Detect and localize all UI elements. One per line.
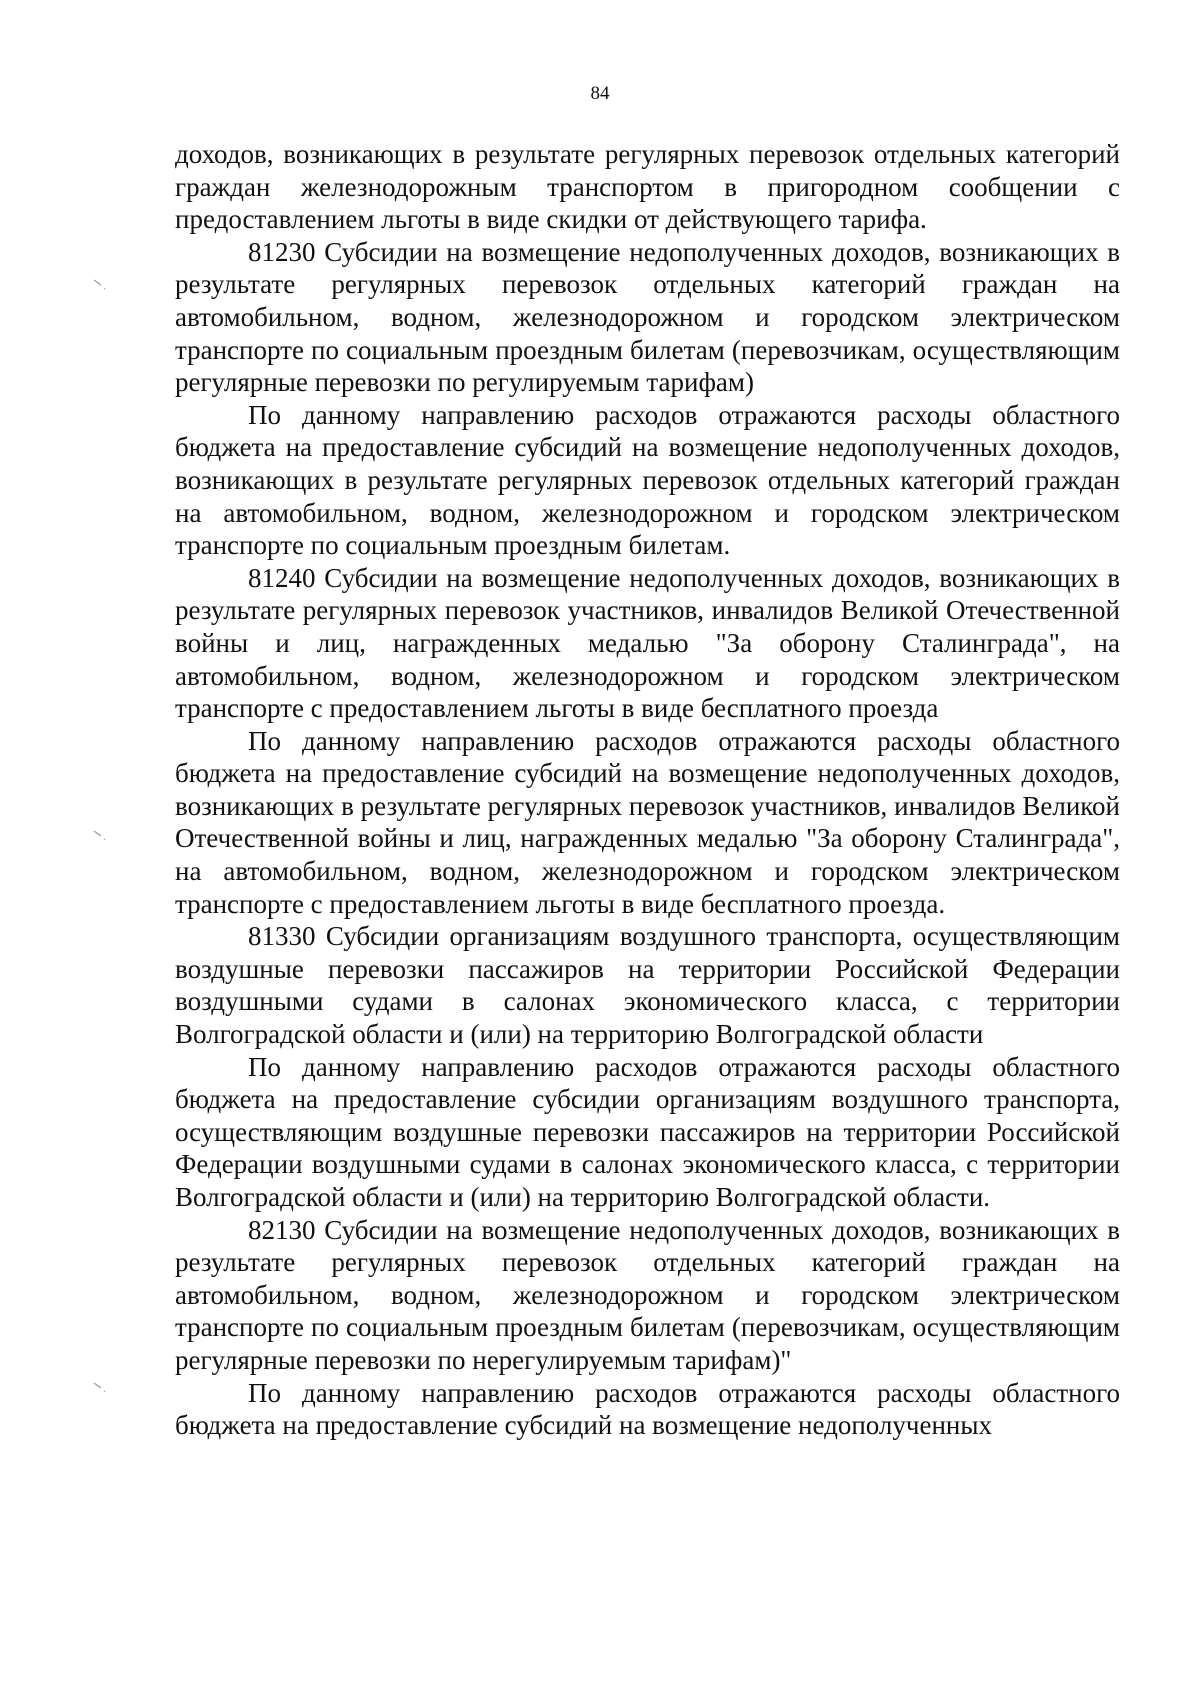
paragraph-text: По данному направлению расходов отражаются расходы областного бюджета на предоставление субсидий на возмещение недополученных bbox=[175, 1377, 1120, 1441]
page-number: 84 bbox=[590, 83, 610, 104]
section-heading-text: Субсидии организациям воздушного транспорта, осуществляющим воздушные перевозки пассажиров на территории Российской Федерации воздушными судами в салонах экономического класса, с территории Волгоградской области и (или) на территорию Волгоградской области bbox=[175, 921, 1121, 1050]
document-body bbox=[175, 138, 1120, 1442]
paragraph-text: По данному направлению расходов отражаются расходы областного бюджета на предоставление субсидий на возмещение недополученных доходов, возникающих в результате регулярных перевозок отдельных категорий граждан на автомобильном, водном, железнодорожном и городском электрическом транспорте по социальным проездным билетам. bbox=[175, 399, 1120, 561]
section-heading bbox=[175, 920, 1120, 1050]
paragraph bbox=[175, 1051, 1120, 1214]
paragraph bbox=[175, 725, 1120, 921]
scan-mark-icon bbox=[92, 277, 108, 291]
scan-mark-icon bbox=[92, 828, 108, 842]
paragraph-text: По данному направлению расходов отражаются расходы областного бюджета на предоставление субсидий на возмещение недополученных доходов, возникающих в результате регулярных перевозок участников, инвалидов Великой Отечественной войны и лиц, награжденных медалью "За оборону Сталинграда", на автомобильном, водном, железнодорожном и городском электрическом транспорте с предоставлением льготы в виде бесплатного проезда. bbox=[175, 725, 1120, 919]
budget-code: 81230 bbox=[248, 236, 316, 267]
section-heading bbox=[175, 562, 1120, 725]
section-heading-text: Субсидии на возмещение недополученных доходов, возникающих в результате регулярных перевозок отдельных категорий граждан на автомобильном, водном, железнодорожном и городском электрическом транспорте по социальным проездным билетам (перевозчикам, осуществляющим регулярные перевозки по нерегулируемым тарифам)" bbox=[175, 1214, 1120, 1375]
paragraph bbox=[175, 399, 1120, 562]
section-heading bbox=[175, 236, 1120, 399]
section-heading-text: Субсидии на возмещение недополученных доходов, возникающих в результате регулярных перевозок отдельных категорий граждан на автомобильном, водном, железнодорожном и городском электрическом транспорте по социальным проездным билетам (перевозчикам, осуществляющим регулярные перевозки по регулируемым тарифам) bbox=[175, 236, 1120, 398]
paragraph-text: доходов, возникающих в результате регулярных перевозок отдельных категорий граждан железнодорожным транспортом в пригородном сообщении с предоставлением льготы в виде скидки от действующего тарифа. bbox=[175, 139, 1120, 235]
scan-mark-icon bbox=[92, 1380, 108, 1394]
section-heading-text: Субсидии на возмещение недополученных доходов, возникающих в результате регулярных перевозок участников, инвалидов Великой Отечественной войны и лиц, награжденных медалью "За оборону Сталинграда", на автомобильном, водном, железнодорожном и городском электрическом транспорте с предоставлением льготы в виде бесплатного проезда bbox=[175, 562, 1120, 724]
budget-code: 81240 bbox=[248, 562, 316, 593]
paragraph bbox=[175, 1377, 1120, 1442]
paragraph-text: По данному направлению расходов отражаются расходы областного бюджета на предоставление субсидии организациям воздушного транспорта, осуществляющим воздушные перевозки пассажиров на территории Российской Федерации воздушными судами в салонах экономического класса, с территории Волгоградской области и (или) на территорию Волгоградской области. bbox=[175, 1051, 1120, 1212]
section-heading bbox=[175, 1214, 1120, 1377]
budget-code: 81330 bbox=[248, 921, 316, 952]
budget-code: 82130 bbox=[248, 1214, 316, 1245]
paragraph bbox=[175, 138, 1120, 236]
